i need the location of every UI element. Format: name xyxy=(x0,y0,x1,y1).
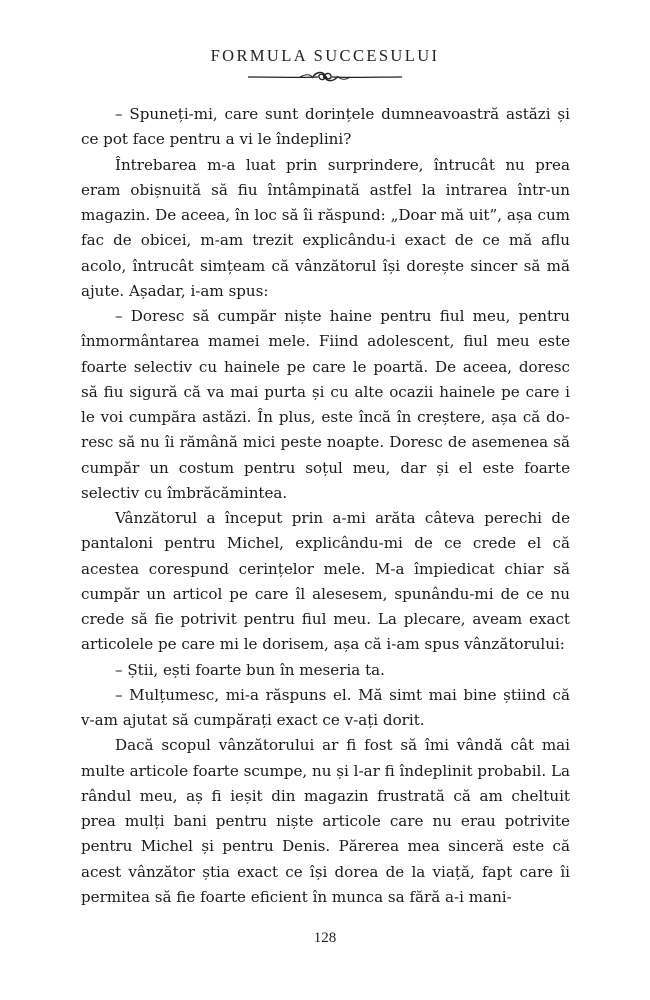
paragraph: – Mulțumesc, mi-a răspuns el. Mă simt mai bine știind că v-am ajutat să cumpărați exact ce v-ați dorit. xyxy=(81,685,570,729)
paragraph: – Doresc să cumpăr niște haine pentru fiul meu, pentru înmormântarea mamei mele. Fiind adolescent, fiul meu este foarte selectiv cu hainele pe care le poartă. De aceea, doresc să fiu sigură că va mai purta și cu alte ocazii hainele pe care i le voi cumpăra astăzi. În plus, este încă în creștere, așa că doresc să nu îi rămână mici peste noapte. Doresc de asemenea să cumpăr un costum pentru soțul meu, dar și el este foarte selectiv cu îmbrăcămintea. xyxy=(81,307,570,502)
page-header xyxy=(0,46,650,84)
page-number: 128 xyxy=(313,930,337,946)
page-body xyxy=(81,102,570,910)
running-title: FORMULA SUCCESULUI xyxy=(210,46,440,65)
paragraph: Întrebarea m-a luat prin surprindere, întrucât nu prea eram obișnuită să fiu întâmpinată astfel la intrarea într-un magazin. De aceea, în loc să îi răspund: „Doar mă uit”, așa cum fac de obicei, m-am trezit explicându-i exact de ce mă aflu acolo, întrucât simțeam că vânzătorul își dorește sincer să mă ajute. Așadar, i-am spus: xyxy=(81,155,570,300)
paragraph: Vânzătorul a început prin a-mi arăta câteva perechi de pantaloni pentru Michel, explicându-mi de ce crede el că acestea corespund cerințelor mele. M-a împiedicat chiar să cumpăr un articol pe care îl alesesem, spunându-mi de ce nu crede să fie potrivit pentru fiul meu. La plecare, aveam exact articolele pe care mi le dorisem, așa că i-am spus vânzătorului: xyxy=(81,509,570,654)
flourish-divider-icon xyxy=(240,68,410,84)
paragraph: Dacă scopul vânzătorului ar fi fost să îmi vândă cât mai multe articole foarte scumpe, nu și l-ar fi îndeplinit probabil. La rândul meu, aș fi ieșit din magazin frustrată că am cheltuit prea mulți bani pentru niște articole care nu erau potrivite pentru Michel și pentru Denis. Părerea mea sinceră este că acest vânzător știa exact ce își dorea de la viață, fapt care îi permitea să fie foarte eficient în munca sa fără a-i mani- xyxy=(81,736,570,906)
paragraph: – Știi, ești foarte bun în meseria ta. xyxy=(115,660,385,679)
paragraph: – Spuneți-mi, care sunt dorințele dumneavoastră astăzi și ce pot face pentru a vi le îndeplini? xyxy=(81,105,570,149)
